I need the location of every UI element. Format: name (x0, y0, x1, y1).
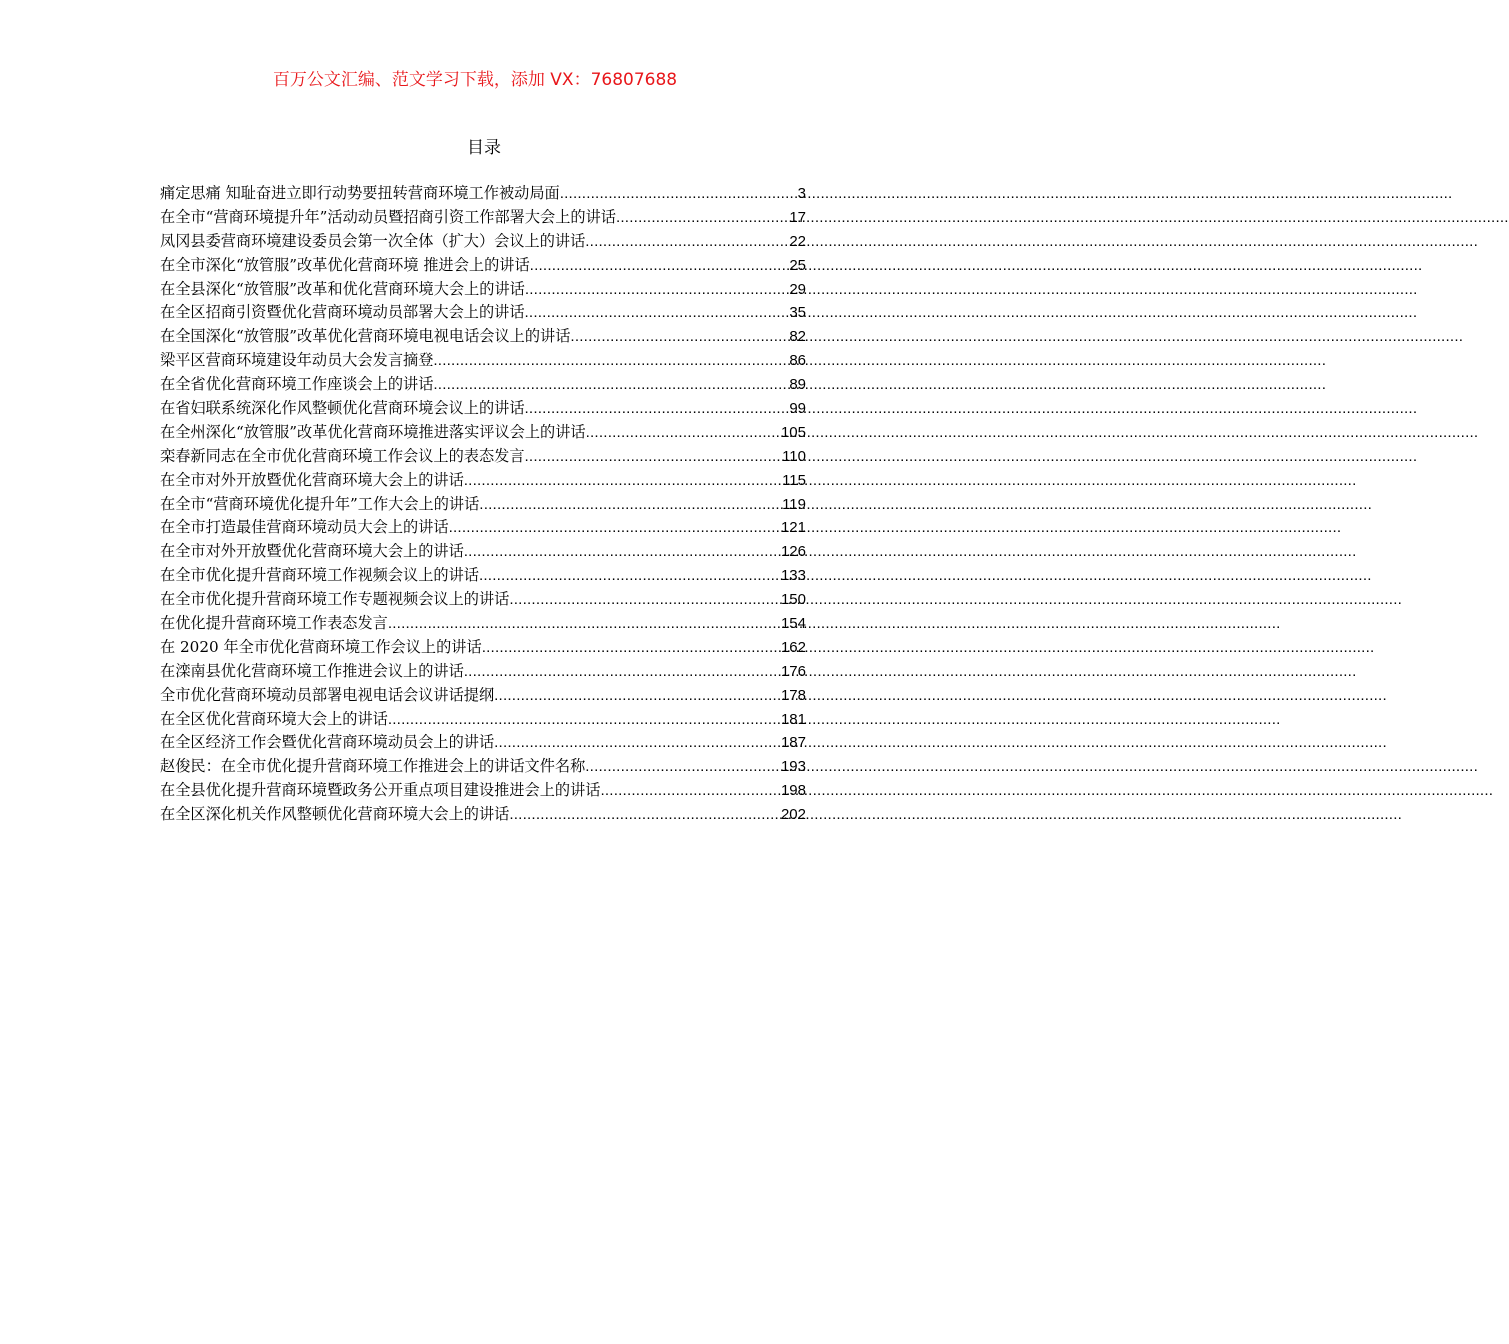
toc-dot-leader (525, 278, 788, 302)
toc-entry-title: 在全市深化“放管服”改革优化营商环境 推进会上的讲话 (160, 255, 530, 274)
toc-entry-title: 在全区经济工作会暨优化营商环境动员会上的讲话 (160, 733, 495, 752)
toc-dot-leader (560, 182, 797, 206)
table-of-contents (160, 182, 806, 827)
toc-entry[interactable] (160, 588, 806, 612)
toc-entry[interactable] (160, 708, 806, 732)
toc-entry[interactable] (160, 493, 806, 517)
toc-entry-title: 在全市优化提升营商环境工作专题视频会议上的讲话 (160, 590, 510, 609)
toc-entry[interactable] (160, 206, 806, 230)
toc-entry-page-number: 99 (789, 400, 806, 418)
toc-entry[interactable] (160, 684, 806, 708)
toc-dot-leader (494, 684, 780, 708)
toc-dot-leader (616, 206, 788, 230)
toc-dot-leader (530, 254, 789, 278)
toc-entry-page-number: 25 (789, 256, 806, 274)
toc-entry[interactable] (160, 755, 806, 779)
toc-entry-page-number: 3 (797, 185, 806, 202)
toc-entry-page-number: 187 (780, 734, 806, 752)
toc-entry-title: 在 2020 年全市优化营商环境工作会议上的讲话 (160, 637, 482, 656)
toc-dot-leader (449, 516, 780, 540)
toc-dot-leader (509, 588, 780, 612)
toc-entry-page-number: 126 (780, 543, 806, 561)
toc-entry[interactable] (160, 278, 806, 302)
toc-entry-title: 赵俊民：在全市优化提升营商环境工作推进会上的讲话文件名称 (160, 757, 586, 776)
toc-entry[interactable] (160, 469, 806, 493)
toc-entry[interactable] (160, 540, 806, 564)
toc-entry-title: 痛定思痛 知耻奋进立即行动势要扭转营商环境工作被动局面 (160, 184, 560, 202)
toc-dot-leader (464, 660, 780, 684)
toc-entry[interactable] (160, 373, 806, 397)
toc-entry[interactable] (160, 445, 806, 469)
toc-dot-leader (494, 731, 780, 755)
toc-dot-leader (600, 779, 780, 803)
toc-entry[interactable] (160, 182, 806, 206)
toc-entry-title: 在全市“营商环境优化提升年”工作大会上的讲话 (160, 494, 480, 513)
toc-entry-page-number: 202 (780, 806, 806, 824)
toc-entry-title: 在全国深化“放管服”改革优化营商环境电视电话会议上的讲话 (160, 327, 571, 346)
toc-entry-title: 在全区深化机关作风整顿优化营商环境大会上的讲话 (160, 805, 510, 824)
toc-entry-title: 在全县深化“放管服”改革和优化营商环境大会上的讲话 (160, 279, 525, 298)
toc-dot-leader (433, 373, 788, 397)
toc-entry-page-number: 133 (780, 567, 806, 585)
toc-entry-page-number: 35 (789, 304, 806, 322)
toc-entry-page-number: 89 (789, 376, 806, 394)
toc-entry-page-number: 29 (789, 280, 806, 298)
toc-dot-leader (585, 755, 780, 779)
toc-entry-title: 在全省优化营商环境工作座谈会上的讲话 (160, 375, 434, 394)
toc-entry[interactable] (160, 779, 806, 803)
toc-entry-title: 在全县优化提升营商环境暨政务公开重点项目建设推进会上的讲话 (160, 781, 601, 800)
toc-entry[interactable] (160, 301, 806, 325)
toc-entry-page-number: 178 (780, 686, 806, 704)
toc-entry-page-number: 162 (780, 638, 806, 656)
toc-dot-leader (464, 469, 781, 493)
toc-entry[interactable] (160, 421, 806, 445)
toc-dot-leader (525, 301, 789, 325)
toc-entry[interactable] (160, 230, 806, 254)
toc-entry-title: 梁平区营商环境建设年动员大会发言摘登 (160, 351, 434, 370)
toc-entry-title: 在全市打造最佳营商环境动员大会上的讲话 (160, 518, 449, 537)
toc-entry[interactable] (160, 803, 806, 827)
toc-entry-page-number: 17 (789, 208, 806, 226)
toc-entry[interactable] (160, 325, 806, 349)
toc-entry-title: 在全市对外开放暨优化营商环境大会上的讲话 (160, 470, 464, 489)
toc-dot-leader (586, 421, 780, 445)
toc-dot-leader (509, 803, 780, 827)
toc-entry-page-number: 181 (780, 710, 806, 728)
toc-entry[interactable] (160, 731, 806, 755)
toc-entry-page-number: 150 (780, 591, 806, 609)
toc-entry-page-number: 82 (789, 328, 806, 346)
toc-entry-page-number: 105 (780, 423, 806, 441)
toc-dot-leader (388, 612, 780, 636)
toc-entry-title: 栾春新同志在全市优化营商环境工作会议上的表态发言 (160, 446, 525, 465)
toc-entry-title: 在省妇联系统深化作风整顿优化营商环境会议上的讲话 (160, 399, 525, 418)
toc-entry[interactable] (160, 612, 806, 636)
toc-entry[interactable] (160, 564, 806, 588)
toc-dot-leader (525, 445, 782, 469)
toc-entry-title: 在全市优化提升营商环境工作视频会议上的讲话 (160, 566, 479, 585)
toc-entry-page-number: 193 (780, 758, 806, 776)
toc-dot-leader (525, 397, 789, 421)
toc-dot-leader (464, 540, 780, 564)
toc-entry[interactable] (160, 254, 806, 278)
toc-entry-title: 全市优化营商环境动员部署电视电话会议讲话提纲 (160, 685, 495, 704)
header-banner: 百万公文汇编、范文学习下载，添加 VX：76807688 (272, 70, 678, 90)
toc-entry-page-number: 110 (782, 447, 806, 465)
toc-entry-title: 在全市“营商环境提升年”活动动员暨招商引资工作部署大会上的讲话 (160, 207, 616, 226)
toc-entry-title: 在优化提升营商环境工作表态发言 (160, 614, 388, 633)
toc-dot-leader (388, 708, 780, 732)
toc-entry[interactable] (160, 636, 806, 660)
toc-entry-title: 在全州深化“放管服”改革优化营商环境推进落实评议会上的讲话 (160, 422, 586, 441)
toc-entry-page-number: 121 (780, 519, 806, 537)
toc-entry-page-number: 22 (789, 232, 806, 250)
toc-entry-title: 在全市对外开放暨优化营商环境大会上的讲话 (160, 542, 464, 561)
toc-entry[interactable] (160, 397, 806, 421)
toc-entry-page-number: 198 (780, 782, 806, 800)
toc-dot-leader (433, 349, 788, 373)
toc-entry-page-number: 176 (780, 662, 806, 680)
toc-entry-page-number: 115 (782, 471, 806, 489)
toc-dot-leader (479, 564, 780, 588)
toc-entry-page-number: 119 (782, 495, 806, 513)
toc-dot-leader (585, 230, 788, 254)
toc-title: 目录 (467, 138, 501, 158)
toc-entry[interactable] (160, 516, 806, 540)
toc-entry-page-number: 154 (780, 615, 806, 633)
toc-entry-title: 在全区优化营商环境大会上的讲话 (160, 709, 388, 728)
toc-entry-title: 在全区招商引资暨优化营商环境动员部署大会上的讲话 (160, 303, 525, 322)
toc-entry[interactable] (160, 660, 806, 684)
toc-dot-leader (479, 493, 781, 517)
toc-entry-title: 凤冈县委营商环境建设委员会第一次全体（扩大）会议上的讲话 (160, 231, 586, 250)
toc-dot-leader (482, 636, 780, 660)
toc-entry-page-number: 86 (789, 352, 806, 370)
toc-entry[interactable] (160, 349, 806, 373)
toc-dot-leader (570, 325, 788, 349)
toc-entry-title: 在滦南县优化营商环境工作推进会议上的讲话 (160, 661, 464, 680)
